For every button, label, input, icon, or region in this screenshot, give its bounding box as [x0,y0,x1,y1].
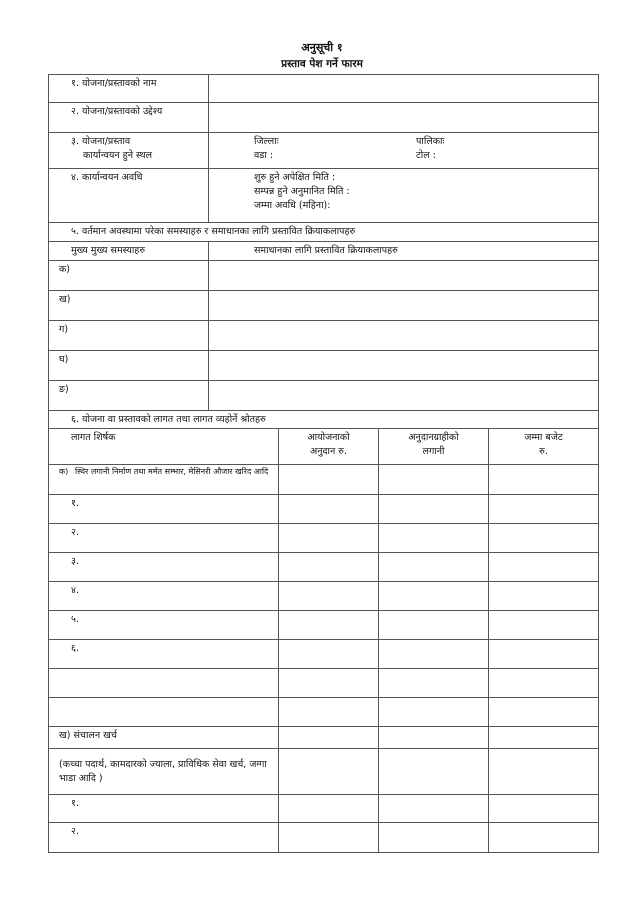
budget-cell[interactable] [489,465,599,495]
budget-cell[interactable] [489,795,599,823]
cost-row [49,823,599,853]
project-grant-header-line1: आयोजनाको [307,432,350,444]
district-label: जिल्लाः [254,136,279,147]
total-budget-header-line2: रु. [539,446,548,458]
row-project-location [49,133,599,169]
solution-cell[interactable] [209,350,599,380]
investment-cell[interactable] [379,495,489,524]
solutions-column-header: समाधानका लागि प्रस्तावित क्रियाकलापहरु [209,241,599,260]
row-cost-columns [49,429,599,465]
investment-cell[interactable] [379,582,489,611]
budget-cell[interactable] [489,524,599,553]
implementation-period-fields[interactable] [209,169,599,223]
operating-cost-label: ख) संचालन खर्च [49,727,279,749]
budget-cell[interactable] [489,582,599,611]
cost-row [49,669,599,698]
end-date-label: सम्पन्न हुने अनुमानित मिति : [254,185,350,197]
cost-item-cell[interactable]: ४. [49,582,279,611]
grant-cell[interactable] [279,669,379,698]
row-cost-heading [49,410,599,429]
budget-cell[interactable] [489,698,599,727]
grant-cell[interactable] [279,727,379,749]
cost-row [49,524,599,553]
project-grant-header-line2: अनुदान रु. [309,446,348,458]
problems-column-header: मुख्य मुख्य समस्याहरु [49,241,209,260]
page-subtitle: प्रस्ताव पेश गर्ने फारम [281,58,363,70]
total-duration-label: जम्मा अवधि (महिना): [254,199,331,211]
fixed-investment-text: स्थिर लगानी निर्माण तथा मर्मत सम्भार, मेसिनरी औजार खरिद आदि [75,467,269,477]
cost-item-cell[interactable]: ५. [49,611,279,640]
cost-item-cell[interactable]: २. [49,823,279,853]
grant-cell[interactable] [279,553,379,582]
cost-item-cell[interactable]: २. [49,524,279,553]
operating-cost-note: (कच्चा पदार्थ, कामदारको ज्याला, प्राविधिक सेवा खर्च, जग्गा भाडा आदि ) [49,749,279,795]
budget-cell[interactable] [489,823,599,853]
cost-row [49,698,599,727]
grant-cell[interactable] [279,495,379,524]
project-location-label [49,133,209,169]
cost-row [49,611,599,640]
investment-cell[interactable] [379,465,489,495]
recipient-investment-header [379,429,489,465]
recipient-investment-header-line1: अनुदानग्राहीको [408,432,459,444]
problem-row [49,350,599,380]
cost-row [49,640,599,669]
investment-cell[interactable] [379,553,489,582]
solution-cell[interactable] [209,290,599,320]
cost-row [49,795,599,823]
location-label-line1: ३. योजना/प्रस्ताव [71,136,131,147]
problem-cell[interactable]: ख) [49,290,209,320]
total-budget-header [489,429,599,465]
grant-cell[interactable] [279,749,379,795]
cost-item-cell[interactable]: १. [49,495,279,524]
row-operating-note [49,749,599,795]
problem-row [49,380,599,410]
cost-heading: ६. योजना वा प्रस्तावको लागत तथा लागत व्यहोर्ने श्रोतहरु [49,410,599,429]
grant-cell[interactable] [279,582,379,611]
budget-cell[interactable] [489,640,599,669]
cost-item-cell[interactable]: १. [49,795,279,823]
total-budget-header-line1: जम्मा बजेट [524,432,563,444]
solution-cell[interactable] [209,320,599,350]
proposal-form-table [48,74,599,853]
row-fixed-investment [49,465,599,495]
cost-item-cell[interactable]: ३. [49,553,279,582]
problems-heading: ५. वर्तमान अवस्थामा परेका समस्याहरु र समाधानका लागि प्रस्तावित क्रियाकलापहरु [49,223,599,242]
investment-cell[interactable] [379,795,489,823]
grant-cell[interactable] [279,524,379,553]
solution-cell[interactable] [209,260,599,290]
investment-cell[interactable] [379,669,489,698]
investment-cell[interactable] [379,640,489,669]
investment-cell[interactable] [379,727,489,749]
cost-row [49,495,599,524]
problem-row [49,260,599,290]
project-location-fields[interactable] [209,133,599,169]
cost-item-cell[interactable] [49,669,279,698]
grant-cell[interactable] [279,465,379,495]
grant-cell[interactable] [279,698,379,727]
problem-cell[interactable]: घ) [49,350,209,380]
cost-item-cell[interactable]: ६. [49,640,279,669]
project-grant-header [279,429,379,465]
municipality-label: पालिकाः [416,136,445,147]
project-objective-field[interactable] [209,103,599,133]
investment-cell[interactable] [379,611,489,640]
start-date-label: शुरु हुने अपेक्षित मिति : [254,172,336,183]
cost-item-cell[interactable] [49,698,279,727]
budget-cell[interactable] [489,495,599,524]
investment-cell[interactable] [379,823,489,853]
project-objective-label: २. योजना/प्रस्तावको उद्देश्य [49,103,209,133]
grant-cell[interactable] [279,823,379,853]
row-problems-columns [49,241,599,260]
row-operating-cost [49,727,599,749]
implementation-period-label: ४. कार्यान्वयन अवधि [49,169,209,223]
fixed-investment-marker: क) [59,467,69,477]
grant-cell[interactable] [279,795,379,823]
cost-title-header: लागत शिर्षक [49,429,279,465]
problem-cell[interactable]: ङ) [49,380,209,410]
budget-cell[interactable] [489,749,599,795]
problem-row [49,320,599,350]
recipient-investment-header-line2: लगानी [422,446,445,458]
project-name-field[interactable] [209,75,599,103]
tole-label: टोल : [416,149,436,161]
fixed-investment-label [49,465,279,495]
cost-row [49,553,599,582]
solution-cell[interactable] [209,380,599,410]
budget-cell[interactable] [489,611,599,640]
project-name-label: १. योजना/प्रस्तावको नाम [49,75,209,103]
investment-cell[interactable] [379,749,489,795]
budget-cell[interactable] [489,727,599,749]
investment-cell[interactable] [379,698,489,727]
location-label-line2: कार्यान्वयन हुने स्थल [83,149,153,161]
row-project-objective [49,103,599,133]
grant-cell[interactable] [279,611,379,640]
budget-cell[interactable] [489,553,599,582]
problem-cell[interactable]: ग) [49,320,209,350]
investment-cell[interactable] [379,524,489,553]
row-project-name [49,75,599,103]
row-implementation-period [49,169,599,223]
ward-label: वडा : [254,149,274,161]
problem-row [49,290,599,320]
row-problems-heading [49,223,599,242]
budget-cell[interactable] [489,669,599,698]
page-title: अनुसूची १ [301,41,343,54]
problem-cell[interactable]: क) [49,260,209,290]
grant-cell[interactable] [279,640,379,669]
cost-row [49,582,599,611]
